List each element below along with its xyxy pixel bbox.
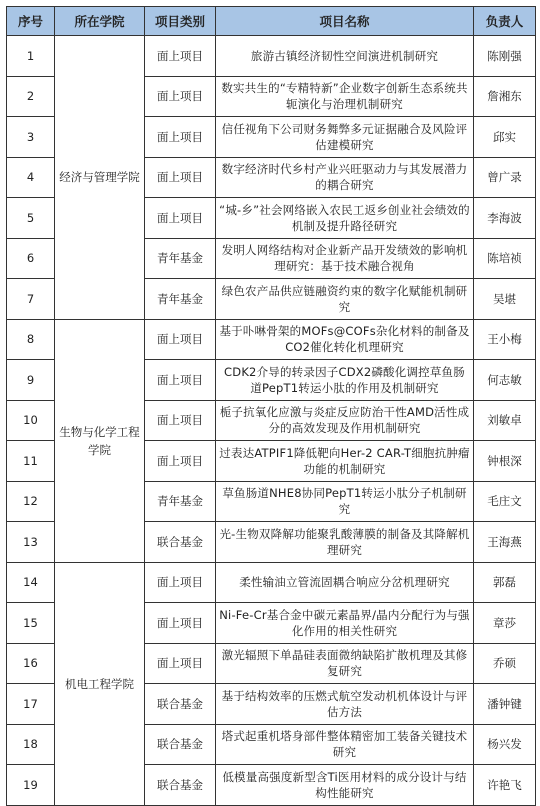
project-name: 过表达ATPIF1降低靶向Her-2 CAR-T细胞抗肿瘤功能的机制研究 (216, 441, 474, 482)
project-name: 绿色农产品供应链融资约束的数字化赋能机制研究 (216, 279, 474, 320)
row-number: 12 (7, 481, 55, 522)
project-name: “城-乡”社会网络嵌入农民工返乡创业社会绩效的机制及提升路径研究 (216, 198, 474, 239)
header-row (7, 7, 536, 36)
project-leader: 陈培祯 (474, 238, 536, 279)
row-number: 11 (7, 441, 55, 482)
table-row (7, 562, 536, 603)
project-name: 发明人网络结构对企业新产品开发绩效的影响机理研究：基于技术融合视角 (216, 238, 474, 279)
project-name: 塔式起重机塔身部件整体精密加工装备关键技术研究 (216, 724, 474, 765)
row-number: 9 (7, 360, 55, 401)
header-leader: 负责人 (474, 7, 536, 36)
project-type: 联合基金 (145, 724, 216, 765)
project-name: 激光辐照下单晶硅表面微纳缺陷扩散机理及其修复研究 (216, 643, 474, 684)
project-type: 面上项目 (145, 360, 216, 401)
project-name: 柔性输油立管流固耦合响应分岔机理研究 (216, 562, 474, 603)
project-name: Ni-Fe-Cr基合金中碳元素晶界/晶内分配行为与强化作用的相关性研究 (216, 603, 474, 644)
project-type: 面上项目 (145, 643, 216, 684)
header-college: 所在学院 (55, 7, 145, 36)
project-leader: 邱实 (474, 117, 536, 158)
project-leader: 许艳飞 (474, 765, 536, 806)
project-type: 面上项目 (145, 603, 216, 644)
row-number: 16 (7, 643, 55, 684)
project-name: 基于结构效率的压燃式航空发动机机体设计与评估方法 (216, 684, 474, 725)
table-row (7, 319, 536, 360)
project-name: 旅游古镇经济韧性空间演进机制研究 (216, 36, 474, 77)
project-leader: 郭磊 (474, 562, 536, 603)
row-number: 3 (7, 117, 55, 158)
project-leader: 章莎 (474, 603, 536, 644)
project-leader: 刘敏卓 (474, 400, 536, 441)
row-number: 4 (7, 157, 55, 198)
project-type: 面上项目 (145, 441, 216, 482)
header-num: 序号 (7, 7, 55, 36)
project-name: 栀子抗氧化应激与炎症反应防治干性AMD活性成分的高效发现及作用机制研究 (216, 400, 474, 441)
row-number: 19 (7, 765, 55, 806)
college-name: 生物与化学工程学院 (55, 319, 145, 562)
row-number: 17 (7, 684, 55, 725)
row-number: 15 (7, 603, 55, 644)
project-leader: 王海燕 (474, 522, 536, 563)
project-name: CDK2介导的转录因子CDX2磷酸化调控草鱼肠道PepT1转运小肽的作用及机制研究 (216, 360, 474, 401)
row-number: 1 (7, 36, 55, 77)
table-body (7, 36, 536, 806)
project-name: 数字经济时代乡村产业兴旺驱动力与其发展潜力的耦合研究 (216, 157, 474, 198)
row-number: 14 (7, 562, 55, 603)
project-name: 信任视角下公司财务舞弊多元证据融合及风险评估建模研究 (216, 117, 474, 158)
project-name: 数实共生的“专精特新”企业数字创新生态系统共轭演化与治理机制研究 (216, 76, 474, 117)
college-name: 经济与管理学院 (55, 36, 145, 320)
project-type: 面上项目 (145, 117, 216, 158)
project-leader: 曾广录 (474, 157, 536, 198)
project-type: 青年基金 (145, 279, 216, 320)
row-number: 2 (7, 76, 55, 117)
project-leader: 乔硕 (474, 643, 536, 684)
project-type: 联合基金 (145, 522, 216, 563)
row-number: 8 (7, 319, 55, 360)
project-type: 联合基金 (145, 765, 216, 806)
project-type: 面上项目 (145, 36, 216, 77)
project-type: 联合基金 (145, 684, 216, 725)
project-leader: 杨兴发 (474, 724, 536, 765)
project-type: 面上项目 (145, 562, 216, 603)
row-number: 13 (7, 522, 55, 563)
project-type: 面上项目 (145, 319, 216, 360)
project-table (6, 6, 536, 806)
project-leader: 王小梅 (474, 319, 536, 360)
project-leader: 陈刚强 (474, 36, 536, 77)
project-type: 面上项目 (145, 157, 216, 198)
row-number: 5 (7, 198, 55, 239)
row-number: 7 (7, 279, 55, 320)
project-type: 面上项目 (145, 76, 216, 117)
college-name: 机电工程学院 (55, 562, 145, 805)
project-leader: 李海波 (474, 198, 536, 239)
project-type: 面上项目 (145, 198, 216, 239)
project-type: 青年基金 (145, 481, 216, 522)
row-number: 10 (7, 400, 55, 441)
project-type: 面上项目 (145, 400, 216, 441)
project-leader: 潘钟键 (474, 684, 536, 725)
project-leader: 詹湘东 (474, 76, 536, 117)
project-name: 低模量高强度新型含Ti医用材料的成分设计与结构性能研究 (216, 765, 474, 806)
project-type: 青年基金 (145, 238, 216, 279)
project-leader: 何志敏 (474, 360, 536, 401)
row-number: 6 (7, 238, 55, 279)
project-leader: 毛庄文 (474, 481, 536, 522)
project-leader: 钟根深 (474, 441, 536, 482)
row-number: 18 (7, 724, 55, 765)
header-name: 项目名称 (216, 7, 474, 36)
project-name: 草鱼肠道NHE8协同PepT1转运小肽分子机制研究 (216, 481, 474, 522)
table-row (7, 36, 536, 77)
project-name: 光-生物双降解功能聚乳酸薄膜的制备及其降解机理研究 (216, 522, 474, 563)
header-type: 项目类别 (145, 7, 216, 36)
project-name: 基于卟啉骨架的MOFs@COFs杂化材料的制备及CO2催化转化机理研究 (216, 319, 474, 360)
project-leader: 吴堪 (474, 279, 536, 320)
